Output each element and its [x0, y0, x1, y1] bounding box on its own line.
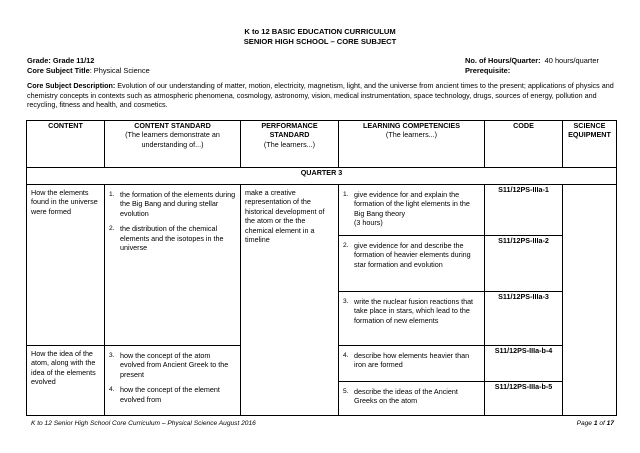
code-cell: S11/12PS-IIIa-1	[485, 185, 563, 236]
description-label: Core Subject Description:	[27, 81, 116, 90]
content-text: How the elements found in the universe were formed	[31, 188, 98, 216]
header-content-standard: CONTENT STANDARD (The learners demonstrate an understanding of...)	[105, 121, 241, 168]
grade-label: Grade:	[27, 56, 51, 65]
list-item: 2. give evidence for and describe the formation of heavier elements during star formation and evolution	[343, 241, 471, 269]
header-science-equipment: SCIENCE EQUIPMENT	[563, 121, 617, 168]
quarter-label: QUARTER 3	[27, 168, 617, 185]
footer-text: K to 12 Senior High School Core Curriculum – Physical Science August 2016	[31, 420, 256, 427]
competency-cell	[339, 236, 485, 292]
list-item: 3. write the nuclear fusion reactions that take place in stars, which lead to the formation of new elements	[343, 297, 474, 325]
header-code: CODE	[485, 121, 563, 168]
list-item: 2. the distribution of the chemical elements and the isotopes in the universe	[109, 224, 224, 253]
quarter-row	[27, 168, 617, 185]
page-number: Page 1 of 17	[576, 420, 614, 427]
content-standard-cell	[105, 185, 241, 346]
prerequisite-line	[465, 66, 510, 75]
content-cell	[27, 346, 105, 416]
competency-cell	[339, 346, 485, 382]
list-item: 1. the formation of the elements during the Big Bang and during stellar evolution	[109, 190, 236, 218]
list-item: 4. describe how elements heavier than iron are formed	[343, 351, 470, 370]
list-item: 4. how the concept of the element evolved from	[109, 385, 220, 404]
competency-cell	[339, 382, 485, 416]
table-header-row	[27, 121, 617, 168]
content-standard-cell	[105, 346, 241, 416]
content-text: How the idea of the atom, along with the idea of the elements evolved	[31, 349, 96, 387]
header-content: CONTENT	[27, 121, 105, 168]
curriculum-subtitle: SENIOR HIGH SCHOOL – CORE SUBJECT	[243, 37, 397, 46]
code-cell: S11/12PS-IIIa-b-4	[485, 346, 563, 382]
subject-label: Core Subject Title	[27, 66, 90, 75]
grade-line	[27, 56, 94, 65]
list-item: 3. how the concept of the atom evolved from Ancient Greek to the present	[109, 351, 229, 379]
subject-description	[27, 81, 617, 110]
subject-value: : Physical Science	[89, 66, 150, 75]
code-cell: S11/12PS-IIIa-3	[485, 292, 563, 346]
code-cell: S11/12PS-IIIa-2	[485, 236, 563, 292]
competency-cell	[339, 185, 485, 236]
list-item: 5. describe the ideas of the Ancient Greeks on the atom	[343, 387, 458, 406]
header-learning-competencies: LEARNING COMPETENCIES (The learners...)	[339, 121, 485, 168]
hours-line	[465, 56, 599, 65]
curriculum-table	[26, 120, 617, 416]
grade-value: Grade 11/12	[52, 56, 95, 65]
table-row	[27, 185, 617, 236]
description-text: Evolution of our understanding of matter, motion, electricity, magnetism, light, and the universe from ancient times to the present; applications of physics and chemistry concepts in contexts such as atmospheric phenomena, cosmology, astronomy, vision, medical instrumentation, space technology, drugs, sources of energy, pollution and recycling, fitness and health, and cosmetics.	[27, 81, 614, 110]
performance-standard-cell	[241, 185, 339, 416]
hours-label: No. of Hours/Quarter:	[465, 56, 541, 65]
code-cell: S11/12PS-IIIa-b-5	[485, 382, 563, 416]
prerequisite-label: Prerequisite:	[465, 66, 511, 75]
content-cell	[27, 185, 105, 346]
hours-value: 40 hours/quarter	[544, 56, 599, 65]
list-item: 1. give evidence for and explain the formation of the light elements in the Big Bang theory (3 hours)	[343, 190, 470, 228]
header-performance-standard: PERFORMANCE STANDARD (The learners...)	[241, 121, 339, 168]
subject-line	[27, 66, 150, 75]
competency-cell	[339, 292, 485, 346]
equipment-cell	[563, 185, 617, 416]
performance-standard-text: make a creative representation of the historical development of the atom or the the chemical element in a timeline	[245, 188, 325, 245]
curriculum-title: K to 12 BASIC EDUCATION CURRICULUM	[244, 27, 396, 36]
